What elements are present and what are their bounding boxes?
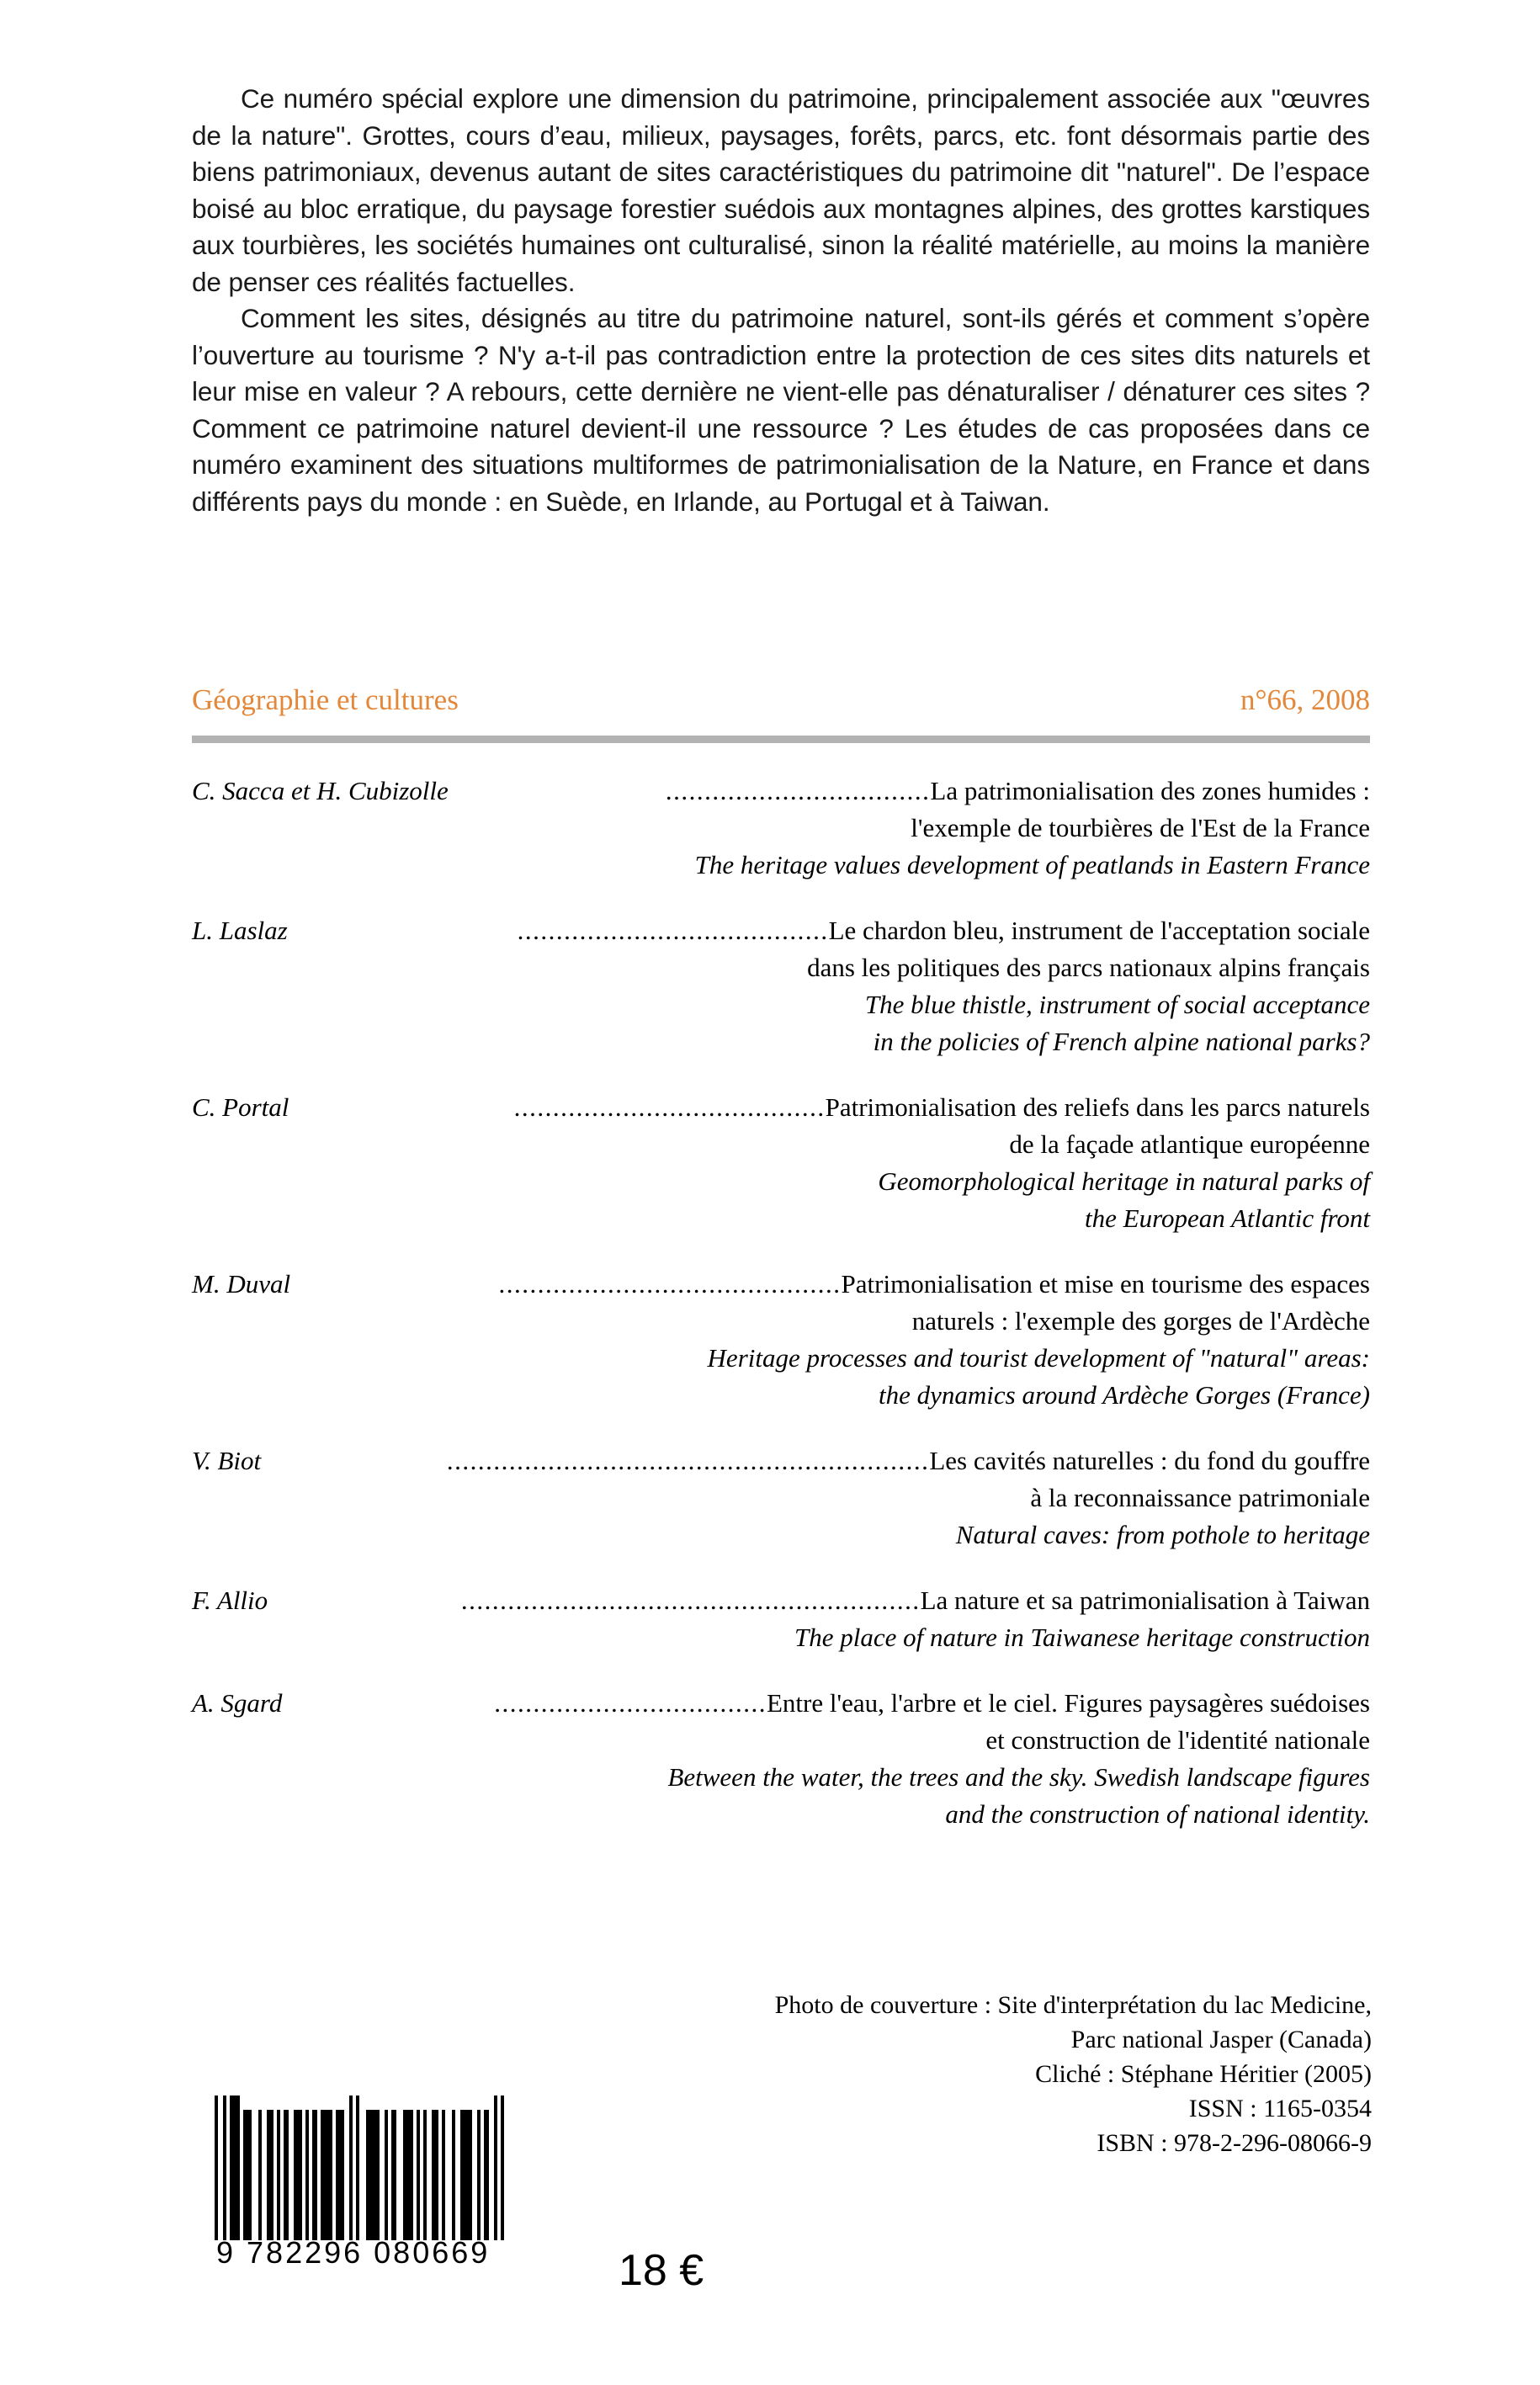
toc-entry	[192, 1582, 1370, 1656]
toc-title-line: Patrimonialisation des reliefs dans les parcs naturels	[825, 1092, 1370, 1122]
toc-leader: ..............................................................	[446, 1446, 930, 1475]
toc-title-line: Patrimonialisation et mise en tourisme des espaces	[841, 1269, 1370, 1299]
barcode-bars	[215, 2096, 511, 2240]
toc-entry	[192, 912, 1370, 1060]
toc-leader: ............................................	[498, 1269, 842, 1299]
toc-english-line: Heritage processes and tourist development of "natural" areas:	[707, 1343, 1370, 1373]
toc-entry	[192, 1685, 1370, 1833]
intro-paragraph-2: Comment les sites, désignés au titre du patrimoine naturel, sont-ils gérés et comment s’opère l’ouverture au tourisme ? N'y a-t-il pas contradiction entre la protection de ces sites dits naturels et leur mise en valeur ? A rebours, cette dernière ne vient-elle pas dénaturaliser / dénaturer ces sites ? Comment ce patrimoine naturel devient-il une ressource ? Les études de cas proposées dans ce numéro examinent des situations multiformes de patrimonialisation de la Nature, en France et dans différents pays du monde : en Suède, en Irlande, au Portugal et à Taiwan.	[192, 303, 1370, 517]
intro-paragraph-1: Ce numéro spécial explore une dimension du patrimoine, principalement associée aux "œuvres de la nature". Grottes, cours d’eau, milieux, paysages, forêts, parcs, etc. font désormais partie des biens patrimoniaux, devenus autant de sites caractéristiques du patrimoine dit "naturel". De l’espace boisé au bloc erratique, du paysage forestier suédois aux montagnes alpines, des grottes karstiques aux tourbières, les sociétés humaines ont culturalisé, sinon la réalité matérielle, au moins la manière de penser ces réalités factuelles.	[192, 83, 1370, 297]
cover-photo-caption: Photo de couverture : Site d'interprétation du lac Medicine,	[774, 1991, 1372, 2019]
toc-english-line: Geomorphological heritage in natural parks of	[878, 1166, 1370, 1196]
toc-leader: ...........................................................	[460, 1586, 921, 1615]
toc-title-line: Les cavités naturelles : du fond du gouffre	[929, 1446, 1370, 1475]
isbn-value: ISBN : 978-2-296-08066-9	[1097, 2129, 1372, 2157]
cover-photo-photographer: Cliché : Stéphane Héritier (2005)	[1035, 2060, 1372, 2088]
toc-author: C. Portal	[192, 1092, 289, 1122]
toc-english-line: Between the water, the trees and the sky. Swedish landscape figures	[667, 1762, 1370, 1792]
toc-author: V. Biot	[192, 1446, 262, 1475]
table-of-contents	[192, 773, 1370, 1862]
barcode	[215, 2096, 518, 2271]
toc-title-line: La patrimonialisation des zones humides :	[930, 776, 1370, 805]
toc-english-line: The heritage values development of peatlands in Eastern France	[694, 850, 1370, 879]
toc-title-line: naturels : l'exemple des gorges de l'Ardèche	[911, 1306, 1370, 1336]
toc-title-line: de la façade atlantique européenne	[1009, 1129, 1370, 1159]
toc-title-line: Entre l'eau, l'arbre et le ciel. Figures paysagères suédoises	[766, 1688, 1370, 1718]
cover-credits-block	[522, 1988, 1372, 2160]
toc-leader: ..................................	[665, 776, 931, 805]
toc-english-line: The blue thistle, instrument of social acceptance	[864, 990, 1370, 1019]
toc-english-line: the European Atlantic front	[1085, 1203, 1370, 1233]
toc-author: C. Sacca et H. Cubizolle	[192, 776, 449, 805]
toc-english-line: and the construction of national identity.	[945, 1799, 1370, 1829]
toc-entry	[192, 773, 1370, 884]
toc-author: F. Allio	[192, 1586, 268, 1615]
toc-leader: ...................................	[494, 1688, 767, 1718]
toc-leader: ........................................	[517, 916, 829, 945]
toc-leader: ........................................	[513, 1092, 826, 1122]
toc-author: A. Sgard	[192, 1688, 283, 1718]
toc-english-line: in the policies of French alpine national parks?	[873, 1027, 1370, 1056]
toc-entry	[192, 1089, 1370, 1237]
toc-title-line: dans les politiques des parcs nationaux alpins français	[807, 953, 1370, 982]
journal-banner	[192, 683, 1370, 734]
toc-title-line: et construction de l'identité nationale	[985, 1725, 1370, 1755]
toc-english-line: Natural caves: from pothole to heritage	[955, 1520, 1370, 1549]
horizontal-rule	[192, 736, 1370, 743]
toc-entry	[192, 1442, 1370, 1554]
toc-entry	[192, 1266, 1370, 1414]
journal-title: Géographie et cultures	[192, 683, 459, 716]
toc-english-line: the dynamics around Ardèche Gorges (France)	[879, 1380, 1370, 1410]
toc-author: L. Laslaz	[192, 916, 288, 945]
toc-title-line: La nature et sa patrimonialisation à Taiwan	[920, 1586, 1370, 1615]
cover-photo-location: Parc national Jasper (Canada)	[1070, 2026, 1372, 2053]
toc-title-line: Le chardon bleu, instrument de l'acceptation sociale	[828, 916, 1370, 945]
barcode-digits: 9 782296 080669	[216, 2235, 491, 2270]
journal-issue: n°66, 2008	[1240, 683, 1370, 716]
toc-english-line: The place of nature in Taiwanese heritage construction	[794, 1623, 1370, 1652]
price-label: 18 €	[619, 2246, 704, 2295]
toc-title-line: à la reconnaissance patrimoniale	[1030, 1483, 1370, 1512]
intro-text-block	[192, 81, 1370, 520]
issn-value: ISSN : 1165-0354	[1188, 2095, 1372, 2122]
toc-title-line: l'exemple de tourbières de l'Est de la France	[911, 813, 1370, 842]
toc-author: M. Duval	[192, 1269, 291, 1299]
